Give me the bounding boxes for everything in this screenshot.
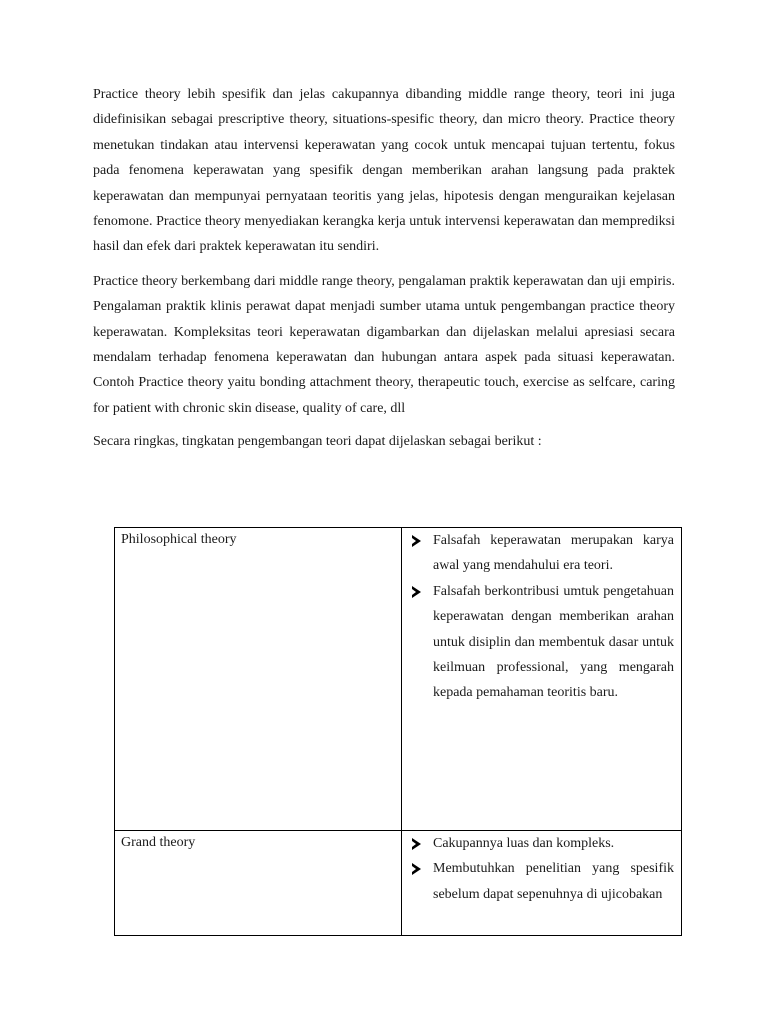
list-item: [433, 831, 674, 856]
arrowhead-bullet-icon: [412, 838, 421, 850]
theory-points-list: [433, 528, 674, 706]
list-item-text: Cakupannya luas dan kompleks.: [433, 836, 615, 851]
theory-name: Philosophical theory: [121, 532, 237, 547]
theory-name: Grand theory: [121, 835, 196, 850]
list-item: [433, 856, 674, 907]
theory-points-cell: [402, 528, 682, 831]
paragraph-practice-theory-definition: Practice theory lebih spesifik dan jelas cakupannya dibanding middle range theory, teori ini juga didefinisikan sebagai prescriptive theory, situations-spesific theory, dan micro theory. Practice theory menetukan tindakan atau intervensi keperawatan yang cocok untuk mencapai tujuan tertentu, fokus pada fenomena keperawatan yang spesifik dengan memberikan arahan langsung pada praktek keperawatan dan mempunyai pernyataan teoritis yang jelas, hipotesis dengan menguraikan kejelasan fenomone. Practice theory menyediakan kerangka kerja untuk intervensi keperawatan dan memprediksi hasil dan efek dari praktek keperawatan itu sendiri.: [93, 87, 675, 255]
theory-name-cell: [115, 831, 402, 936]
table-row: [115, 528, 682, 831]
list-item-text: Falsafah keperawatan merupakan karya awal yang mendahului era teori.: [433, 533, 674, 574]
table-row: [115, 831, 682, 936]
list-item: [433, 579, 674, 706]
paragraph-practice-theory-development: Practice theory berkembang dari middle range theory, pengalaman praktik keperawatan dan uji empiris. Pengalaman praktik klinis perawat dapat menjadi sumber utama untuk pengembangan practice theory keperawatan. Kompleksitas teori keperawatan digambarkan dan dijelaskan melalui apresiasi secara mendalam terhadap fenomena keperawatan dan hubungan antara aspek pada situasi keperawatan. Contoh Practice theory yaitu bonding attachment theory, therapeutic touch, exercise as selfcare, caring for patient with chronic skin disease, quality of care, dll: [93, 273, 675, 416]
list-item-text: Falsafah berkontribusi umtuk pengetahuan keperawatan dengan memberikan arahan untuk disiplin dan membentuk dasar untuk keilmuan professional, yang mengarah kepada pemahaman teoritis baru.: [433, 583, 674, 701]
arrowhead-bullet-icon: [412, 863, 421, 875]
theory-name-cell: [115, 528, 402, 831]
arrowhead-bullet-icon: [412, 586, 421, 598]
document-body: [93, 82, 675, 455]
theory-points-list: [433, 831, 674, 907]
theory-points-cell: [402, 831, 682, 936]
theory-levels-table: [114, 527, 682, 936]
list-item-text: Membutuhkan penelitian yang spesifik sebelum dapat sepenuhnya di ujicobakan: [433, 861, 674, 902]
list-item: [433, 528, 674, 579]
table-intro-text: Secara ringkas, tingkatan pengembangan teori dapat dijelaskan sebagai berikut :: [93, 434, 542, 450]
arrowhead-bullet-icon: [412, 535, 421, 547]
